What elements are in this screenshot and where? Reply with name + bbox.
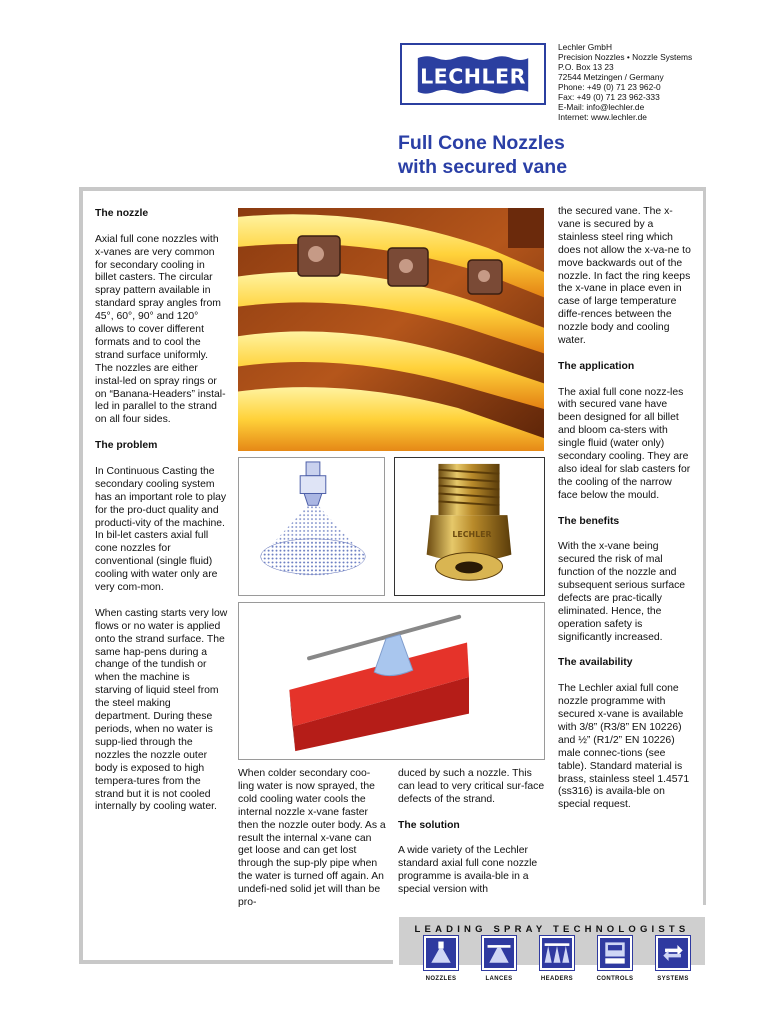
headers-label: HEADERS bbox=[540, 976, 574, 982]
contact-website[interactable]: Internet: www.lechler.de bbox=[558, 112, 647, 122]
strand-block-illustration bbox=[238, 602, 545, 760]
nozzle-paragraph: Axial full cone nozzles with x-vanes are very common for secondary cooling in billet casters. The circular spray pattern available in standard spray angles from 45°, 60°, 90° and 120° allows to cover different formats and to cool the strand surface uniformly. The nozzles are either instal-led on spray rings or on “Banana-Headers” instal-led in parallel to the strand on all four sides. bbox=[95, 233, 226, 426]
logo-text: LECHLER bbox=[420, 64, 526, 89]
contact-phone: Phone: +49 (0) 71 23 962-0 bbox=[558, 82, 661, 92]
tagline-text: LEADING SPRAY TECHNOLOGISTS bbox=[414, 924, 690, 935]
contact-fax: Fax: +49 (0) 71 23 962-333 bbox=[558, 92, 660, 102]
spray-pattern-illustration bbox=[238, 457, 385, 596]
availability-paragraph: The Lechler axial full cone nozzle programme with secured x-vane is available with 3/8” (R3/8” EN 10226) and ½” (R1/2” EN 10226) male connec-tions (see table). Standard material is brass, stainless steel 1.4571 (ss316) is availa-ble on special request. bbox=[558, 683, 690, 811]
contact-company: Lechler GmbH bbox=[558, 42, 612, 52]
problem-paragraph-1: In Continuous Casting the secondary cooling system has an important role to play for the pro-duct quality and producti-vity of the machine. In bil-let casters axial full cone nozzles for conventional (single fluid) cooling with water only are very com-mon. bbox=[95, 465, 227, 594]
product-icons bbox=[424, 936, 694, 986]
problem-paragraph-2: When casting starts very low flows or no water is applied onto the strand surface. The same hap-pens during a change of the tundish or when the machine is starving of liquid steel from the steel making department. During these periods, when no water is supp-lied through the nozzles the nozzle outer body is exposed to high tempera-tures from the strand but it is not cooled internally by cooling water. bbox=[95, 607, 228, 813]
title-line-1: Full Cone Nozzles bbox=[398, 132, 565, 154]
heading-the-solution: The solution bbox=[398, 819, 460, 831]
benefits-paragraph: With the x-vane being secured the risk of mal function of the nozzle and subsequent serious surface defects are prac-tically eliminated. Hence, the operation safety is significantly increased. bbox=[558, 541, 686, 643]
lechler-logo bbox=[400, 43, 546, 105]
controls-icon[interactable] bbox=[598, 936, 632, 970]
middle-paragraph-2: duced by such a nozzle. This can lead to very critical sur-face defects of the strand. bbox=[398, 768, 545, 805]
brass-nozzle-photo bbox=[394, 457, 545, 596]
nozzles-icon[interactable] bbox=[424, 936, 458, 970]
heading-the-nozzle: The nozzle bbox=[95, 208, 149, 219]
right-column bbox=[558, 206, 692, 825]
heading-the-application: The application bbox=[558, 360, 635, 372]
middle-column-2 bbox=[398, 768, 546, 910]
heading-the-availability: The availability bbox=[558, 657, 633, 669]
heading-the-benefits: The benefits bbox=[558, 515, 620, 527]
systems-label: SYSTEMS bbox=[657, 976, 689, 982]
controls-label: CONTROLS bbox=[596, 976, 634, 982]
secured-vane-paragraph: the secured vane. The x-vane is secured by a stainless steel ring which does not allow the x-va-ne to move backwards out of the nozzle. In fact the ring keeps the x-vane in place even in case of large temperature diffe-rences between the nozzle body and cooling water. bbox=[558, 206, 691, 347]
headers-icon[interactable] bbox=[540, 936, 574, 970]
page-title bbox=[398, 131, 738, 179]
contact-email[interactable]: E-Mail: info@lechler.de bbox=[558, 102, 645, 112]
middle-paragraph-1: When colder secondary coo-ling water is now sprayed, the cold cooling water cools the internal nozzle x-vane faster then the nozzle outer body. As a result the internal x-vane can get loose and can get lost through the sup-ply pipe when the water is turned off again. An undefi-ned solid jet will than be pro- bbox=[238, 768, 386, 909]
contact-pobox: P.O. Box 13 23 bbox=[558, 62, 614, 72]
middle-column-1 bbox=[238, 768, 386, 923]
solution-paragraph: A wide variety of the Lechler standard axial full cone nozzle programme is availa-ble in a special version with bbox=[398, 845, 538, 896]
lances-label: LANCES bbox=[485, 976, 513, 982]
casting-strands-photo bbox=[238, 208, 544, 451]
left-column bbox=[95, 208, 228, 827]
nozzles-label: NOZZLES bbox=[425, 976, 457, 982]
contact-tagline: Precision Nozzles • Nozzle Systems bbox=[558, 52, 693, 62]
lances-icon[interactable] bbox=[482, 936, 516, 970]
contact-city: 72544 Metzingen / Germany bbox=[558, 72, 664, 82]
title-line-2: with secured vane bbox=[398, 156, 568, 178]
application-paragraph: The axial full cone nozz-les with secured vane have been designed for all billet and bloom ca-sters with single fluid (water only) secondary cooling. They are also ideal for slab casters for the cooling of the narrow face below the mould. bbox=[558, 386, 691, 501]
systems-icon[interactable] bbox=[656, 936, 690, 970]
heading-the-problem: The problem bbox=[95, 440, 158, 452]
nozzle-engraving: LECHLER bbox=[452, 529, 492, 539]
contact-info bbox=[558, 42, 758, 122]
